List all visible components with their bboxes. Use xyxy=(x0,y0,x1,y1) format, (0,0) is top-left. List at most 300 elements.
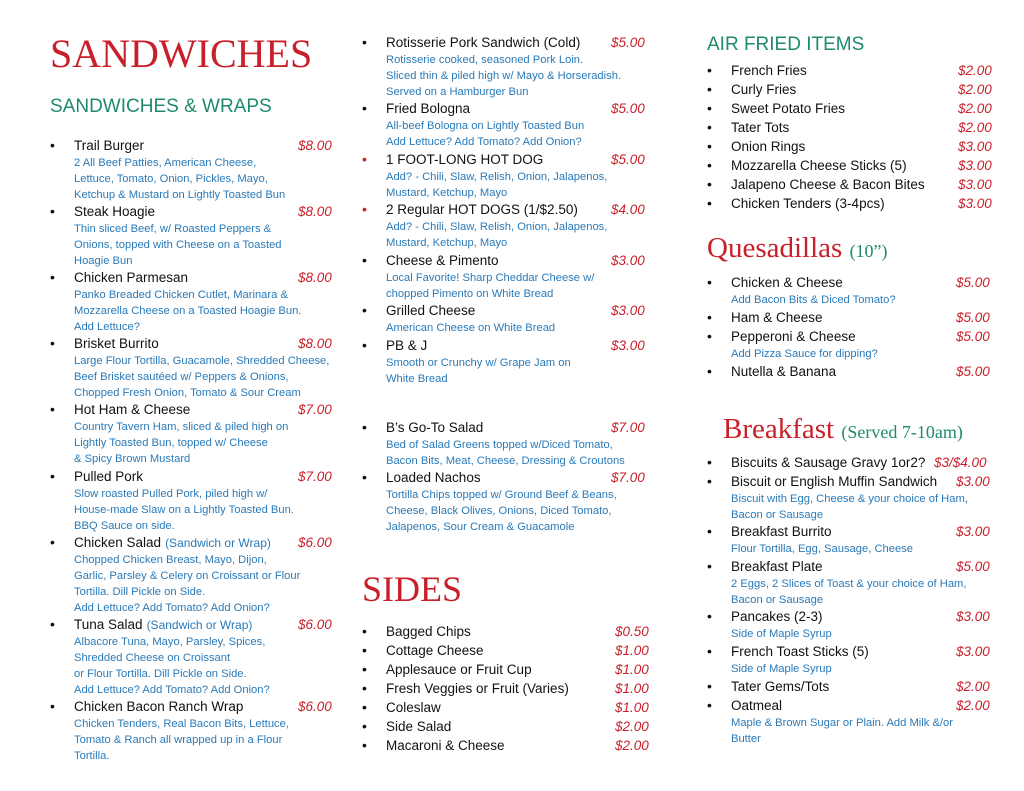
menu-item xyxy=(707,472,1007,523)
menu-item-row xyxy=(50,400,350,419)
bullet-icon: • xyxy=(362,252,367,268)
menu-item-name-text: Steak Hoagie xyxy=(74,204,156,219)
menu-item-price: $4.00 xyxy=(611,202,645,217)
menu-item-price: $5.00 xyxy=(956,310,990,325)
menu-item-name xyxy=(386,33,580,52)
description-line: Cheese, Black Olives, Onions, Diced Tomato, xyxy=(386,505,612,517)
menu-item-name xyxy=(731,80,796,99)
menu-item-row xyxy=(362,150,662,169)
menu-item-price: $1.00 xyxy=(615,700,649,715)
menu-item xyxy=(707,362,1007,381)
bullet-icon: • xyxy=(707,558,712,574)
description-line: Sliced thin & piled high w/ Mayo & Horseradish. xyxy=(386,70,622,82)
bullet-icon: • xyxy=(50,203,55,219)
menu-item-row xyxy=(707,362,1007,381)
menu-item-price: $2.00 xyxy=(615,719,649,734)
bullet-icon: • xyxy=(362,718,367,734)
menu-item-row xyxy=(50,615,350,634)
menu-item xyxy=(707,61,1007,80)
menu-item-description xyxy=(386,320,662,336)
description-line: Onions, topped with Cheese on a Toasted xyxy=(74,239,282,251)
menu-item-row xyxy=(707,557,1007,576)
menu-item-price: $6.00 xyxy=(298,535,332,550)
menu-item-name xyxy=(386,736,505,755)
menu-item-name xyxy=(731,118,789,137)
menu-item-name-text: Chicken Tenders (3-4pcs) xyxy=(731,196,885,211)
description-line: Lettuce, Tomato, Onion, Pickles, Mayo, xyxy=(74,173,268,185)
description-line: Slow roasted Pulled Pork, piled high w/ xyxy=(74,488,268,500)
menu-item-price: $3/$4.00 xyxy=(934,455,987,470)
menu-item-name xyxy=(386,660,532,679)
breakfast-title: Breakfast xyxy=(723,413,835,445)
menu-item xyxy=(362,717,662,736)
menu-item-row xyxy=(707,642,1007,661)
menu-item xyxy=(50,400,350,467)
menu-item-price: $3.00 xyxy=(956,644,990,659)
menu-item-price: $2.00 xyxy=(958,120,992,135)
breakfast-hours-note: (Served 7-10am) xyxy=(841,422,963,442)
description-line: Mozzarella Cheese on a Toasted Hoagie Bun. xyxy=(74,305,302,317)
menu-item-description xyxy=(731,661,1007,677)
menu-item-price: $8.00 xyxy=(298,336,332,351)
menu-item-row xyxy=(707,194,1007,213)
menu-item-price: $2.00 xyxy=(958,101,992,116)
menu-item-price: $8.00 xyxy=(298,270,332,285)
menu-item-description xyxy=(731,292,1007,308)
menu-item-name xyxy=(731,194,885,213)
description-line: Hoagie Bun xyxy=(74,255,133,267)
bullet-icon: • xyxy=(50,468,55,484)
description-line: Add Lettuce? xyxy=(74,321,140,333)
description-line: Local Favorite! Sharp Cheddar Cheese w/ xyxy=(386,272,595,284)
menu-item-row xyxy=(362,301,662,320)
bullet-icon: • xyxy=(707,523,712,539)
menu-item-price: $1.00 xyxy=(615,681,649,696)
menu-item-name-text: B’s Go-To Salad xyxy=(386,420,484,435)
menu-item-row xyxy=(362,200,662,219)
menu-item-price: $5.00 xyxy=(956,364,990,379)
menu-item xyxy=(50,334,350,401)
menu-item xyxy=(707,137,1007,156)
menu-item xyxy=(707,273,1007,308)
description-line: Add Lettuce? Add Tomato? Add Onion? xyxy=(386,136,582,148)
menu-item xyxy=(50,136,350,203)
menu-item-price: $2.00 xyxy=(958,63,992,78)
menu-item xyxy=(707,453,1007,472)
description-line: White Bread xyxy=(386,373,448,385)
bullet-icon: • xyxy=(50,137,55,153)
menu-item-name xyxy=(731,472,937,491)
quesadillas-size-note: (10”) xyxy=(849,241,888,261)
menu-item-name-text: 2 Regular HOT DOGS (1/$2.50) xyxy=(386,202,578,217)
menu-item-name-text: Curly Fries xyxy=(731,82,797,97)
description-line: Chopped Chicken Breast, Mayo, Dijon, xyxy=(74,554,267,566)
bullet-icon: • xyxy=(362,34,367,50)
menu-item-name xyxy=(731,362,836,381)
menu-item-name-text: Fried Bologna xyxy=(386,101,471,116)
description-line: Panko Breaded Chicken Cutlet, Marinara & xyxy=(74,289,288,301)
menu-item-name-text: Biscuit or English Muffin Sandwich xyxy=(731,474,938,489)
quesadillas-title: Quesadillas xyxy=(707,232,843,264)
menu-item-name-note: (Sandwich or Wrap) xyxy=(165,536,271,550)
bullet-icon: • xyxy=(707,643,712,659)
description-line: Add Lettuce? Add Tomato? Add Onion? xyxy=(74,684,270,696)
bullet-icon: • xyxy=(707,309,712,325)
menu-item-name-text: Sweet Potato Fries xyxy=(731,101,846,116)
description-line: 2 Eggs, 2 Slices of Toast & your choice of Ham, xyxy=(731,578,967,590)
menu-item-price: $2.00 xyxy=(615,738,649,753)
description-line: Bacon or Sausage xyxy=(731,509,824,521)
menu-item-name xyxy=(74,697,243,716)
description-line: Garlic, Parsley & Celery on Croissant or Flour xyxy=(74,570,301,582)
description-line: chopped Pimento on White Bread xyxy=(386,288,554,300)
menu-item-name-text: Oatmeal xyxy=(731,698,783,713)
bullet-icon: • xyxy=(707,363,712,379)
menu-item-name xyxy=(74,202,155,221)
menu-item-price: $3.00 xyxy=(956,474,990,489)
bullet-icon: • xyxy=(707,138,712,154)
menu-item xyxy=(50,697,350,764)
menu-item-name-text: Fresh Veggies or Fruit (Varies) xyxy=(386,681,569,696)
sandwiches-title: SANDWICHES xyxy=(50,31,313,76)
menu-item-description xyxy=(74,634,350,698)
bullet-icon: • xyxy=(362,469,367,485)
description-line: Add? - Chili, Slaw, Relish, Onion, Jalapenos, xyxy=(386,171,608,183)
menu-item xyxy=(362,301,662,336)
description-line: Add? - Chili, Slaw, Relish, Onion, Jalapenos, xyxy=(386,221,608,233)
menu-item-row xyxy=(362,717,662,736)
bullet-icon: • xyxy=(362,680,367,696)
bullet-icon: • xyxy=(707,454,712,470)
menu-item xyxy=(707,175,1007,194)
bullet-icon: • xyxy=(50,616,55,632)
menu-item-name-text: Chicken Bacon Ranch Wrap xyxy=(74,699,244,714)
menu-item-row xyxy=(707,472,1007,491)
bullet-icon: • xyxy=(362,699,367,715)
menu-item-description xyxy=(386,270,662,302)
menu-item-row xyxy=(50,467,350,486)
menu-item xyxy=(362,622,662,641)
menu-item xyxy=(362,251,662,302)
menu-item xyxy=(707,118,1007,137)
menu-item-price: $8.00 xyxy=(298,204,332,219)
menu-item-name xyxy=(731,175,925,194)
bullet-icon: • xyxy=(362,151,367,167)
menu-item-name xyxy=(386,251,499,270)
menu-item-price: $3.00 xyxy=(611,253,645,268)
menu-item-name-text: Bagged Chips xyxy=(386,624,471,639)
bullet-icon: • xyxy=(707,328,712,344)
menu-item xyxy=(50,202,350,269)
menu-item-row xyxy=(362,336,662,355)
menu-item-name-text: Cottage Cheese xyxy=(386,643,484,658)
menu-item-name xyxy=(74,400,190,419)
bullet-icon: • xyxy=(50,401,55,417)
menu-item-price: $2.00 xyxy=(956,698,990,713)
description-line: Large Flour Tortilla, Guacamole, Shredded Cheese, xyxy=(74,355,330,367)
menu-item-name xyxy=(731,327,856,346)
menu-item-name xyxy=(386,336,427,355)
menu-item xyxy=(707,642,1007,677)
description-line: or Flour Tortilla. Dill Pickle on Side. xyxy=(74,668,247,680)
menu-item-description xyxy=(74,552,350,616)
menu-item xyxy=(707,308,1007,327)
description-line: Chicken Tenders, Real Bacon Bits, Lettuce, xyxy=(74,718,289,730)
menu-item-row xyxy=(50,202,350,221)
menu-item-price: $7.00 xyxy=(611,470,645,485)
menu-item-name xyxy=(731,61,807,80)
menu-item-name-text: Cheese & Pimento xyxy=(386,253,499,268)
menu-item-name-text: Chicken Salad xyxy=(74,535,162,550)
menu-item-name-note: (Sandwich or Wrap) xyxy=(146,618,253,632)
menu-item-name-text: Grilled Cheese xyxy=(386,303,476,318)
menu-item-name xyxy=(386,717,451,736)
description-line: Tortilla. Dill Pickle on Side. xyxy=(74,586,206,598)
description-line: Chopped Fresh Onion, Tomato & Sour Cream xyxy=(74,387,301,399)
description-line: Jalapenos, Sour Cream & Guacamole xyxy=(386,521,575,533)
menu-item-row xyxy=(50,533,350,552)
menu-item-name xyxy=(386,150,543,169)
menu-item-name-text: Ham & Cheese xyxy=(731,310,823,325)
menu-item-name xyxy=(74,268,188,287)
menu-item-price: $3.00 xyxy=(611,303,645,318)
menu-item-row xyxy=(362,698,662,717)
menu-item-name xyxy=(731,273,843,292)
menu-item-name-text: Mozzarella Cheese Sticks (5) xyxy=(731,158,907,173)
menu-item-name xyxy=(386,679,569,698)
bullet-icon: • xyxy=(362,337,367,353)
menu-item-price: $3.00 xyxy=(956,524,990,539)
menu-item-row xyxy=(707,156,1007,175)
menu-item-name xyxy=(386,622,471,641)
menu-item xyxy=(707,80,1007,99)
menu-item-name xyxy=(731,156,907,175)
description-line: Shredded Cheese on Croissant xyxy=(74,652,231,664)
bullet-icon: • xyxy=(362,201,367,217)
menu-item-name-text: French Fries xyxy=(731,63,807,78)
description-line: Thin sliced Beef, w/ Roasted Peppers & xyxy=(74,223,272,235)
menu-item-row xyxy=(707,118,1007,137)
menu-item-price: $6.00 xyxy=(298,617,332,632)
description-line: Maple & Brown Sugar or Plain. Add Milk &/or xyxy=(731,717,953,729)
menu-item-description xyxy=(731,541,1007,557)
description-line: Bacon or Sausage xyxy=(731,594,824,606)
menu-item xyxy=(362,660,662,679)
menu-item-description xyxy=(386,487,662,535)
menu-item-description xyxy=(386,52,662,100)
menu-item-description xyxy=(74,221,350,269)
description-line: American Cheese on White Bread xyxy=(386,322,556,334)
menu-item-row xyxy=(50,334,350,353)
menu-item-row xyxy=(362,622,662,641)
description-line: Add Lettuce? Add Tomato? Add Onion? xyxy=(74,602,270,614)
menu-item-name xyxy=(731,522,832,541)
sides-title: SIDES xyxy=(362,569,463,609)
menu-item-description xyxy=(386,118,662,150)
sandwiches-wraps-subtitle: SANDWICHES & WRAPS xyxy=(50,96,272,117)
menu-item-price: $1.00 xyxy=(615,643,649,658)
menu-item-description xyxy=(731,346,1007,362)
menu-item-row xyxy=(362,660,662,679)
bullet-icon: • xyxy=(362,642,367,658)
menu-item-description xyxy=(731,491,1007,523)
bullet-icon: • xyxy=(707,119,712,135)
bullet-icon: • xyxy=(707,678,712,694)
menu-item-price: $5.00 xyxy=(956,275,990,290)
menu-item xyxy=(362,33,662,100)
menu-item-name-text: Tater Gems/Tots xyxy=(731,679,830,694)
menu-item xyxy=(707,194,1007,213)
menu-item-description xyxy=(74,353,350,401)
description-line: Butter xyxy=(731,733,761,745)
menu-item-name-text: Nutella & Banana xyxy=(731,364,837,379)
menu-item-name-text: Breakfast Plate xyxy=(731,559,823,574)
description-line: House-made Slaw on a Lightly Toasted Bun. xyxy=(74,504,294,516)
menu-item-price: $2.00 xyxy=(958,82,992,97)
menu-item-row xyxy=(707,61,1007,80)
menu-item-name-text: Chicken Parmesan xyxy=(74,270,189,285)
menu-item-price: $3.00 xyxy=(956,609,990,624)
menu-item-price: $6.00 xyxy=(298,699,332,714)
menu-item-price: $7.00 xyxy=(611,420,645,435)
air-fried-title: AIR FRIED ITEMS xyxy=(707,34,865,55)
description-line: Served on a Hamburger Bun xyxy=(386,86,529,98)
menu-item xyxy=(362,418,662,469)
menu-item-price: $5.00 xyxy=(956,559,990,574)
menu-item-name-text: Macaroni & Cheese xyxy=(386,738,505,753)
menu-item-price: $3.00 xyxy=(611,338,645,353)
menu-item-price: $3.00 xyxy=(958,139,992,154)
menu-item-description xyxy=(386,219,662,251)
menu-item-price: $3.00 xyxy=(958,158,992,173)
description-line: Tortilla Chips topped w/ Ground Beef & Beans, xyxy=(386,489,617,501)
menu-item xyxy=(362,698,662,717)
menu-item-row xyxy=(362,251,662,270)
menu-item-name xyxy=(74,467,143,486)
bullet-icon: • xyxy=(362,100,367,116)
menu-item-row xyxy=(362,418,662,437)
menu-item-name-text: Side Salad xyxy=(386,719,452,734)
menu-item xyxy=(362,336,662,387)
menu-item-description xyxy=(74,155,350,203)
menu-item-description xyxy=(74,716,350,764)
menu-item-price: $5.00 xyxy=(611,35,645,50)
menu-item-name xyxy=(74,615,252,635)
menu-item-name-text: Applesauce or Fruit Cup xyxy=(386,662,532,677)
menu-item-name-text: Coleslaw xyxy=(386,700,441,715)
menu-item-price: $5.00 xyxy=(611,101,645,116)
menu-item-row xyxy=(707,453,1007,472)
menu-item-name-text: Trail Burger xyxy=(74,138,145,153)
description-line: Beef Brisket sautéed w/ Peppers & Onions, xyxy=(74,371,289,383)
menu-item-name-text: Chicken & Cheese xyxy=(731,275,843,290)
menu-item-name xyxy=(386,418,483,437)
menu-item xyxy=(707,327,1007,362)
menu-item xyxy=(50,467,350,534)
description-line: Mustard, Ketchup, Mayo xyxy=(386,237,508,249)
menu-item-name-text: Loaded Nachos xyxy=(386,470,481,485)
description-line: Albacore Tuna, Mayo, Parsley, Spices, xyxy=(74,636,266,648)
menu-item-name-text: Breakfast Burrito xyxy=(731,524,832,539)
menu-item-row xyxy=(362,641,662,660)
menu-item-name xyxy=(731,677,829,696)
description-line: All-beef Bologna on Lightly Toasted Bun xyxy=(386,120,585,132)
menu-item-row xyxy=(707,137,1007,156)
menu-item-row xyxy=(707,327,1007,346)
bullet-icon: • xyxy=(362,623,367,639)
menu-item-description xyxy=(386,437,662,469)
menu-item-name-text: Hot Ham & Cheese xyxy=(74,402,191,417)
menu-item xyxy=(707,696,1007,747)
menu-item xyxy=(707,677,1007,696)
menu-item-row xyxy=(50,136,350,155)
menu-item xyxy=(707,557,1007,608)
bullet-icon: • xyxy=(707,697,712,713)
menu-item-description xyxy=(74,486,350,534)
menu-item-row xyxy=(707,99,1007,118)
bullet-icon: • xyxy=(707,195,712,211)
menu-item-price: $7.00 xyxy=(298,402,332,417)
menu-item xyxy=(362,641,662,660)
menu-item-row xyxy=(50,268,350,287)
menu-item-name-text: Biscuits & Sausage Gravy 1or2? xyxy=(731,455,926,470)
description-line: Add Bacon Bits & Diced Tomato? xyxy=(731,294,896,306)
bullet-icon: • xyxy=(707,176,712,192)
menu-item-price: $7.00 xyxy=(298,469,332,484)
menu-item-name xyxy=(731,557,823,576)
menu-item-name xyxy=(731,696,782,715)
menu-item-price: $5.00 xyxy=(956,329,990,344)
menu-item-row xyxy=(707,80,1007,99)
description-line: Flour Tortilla, Egg, Sausage, Cheese xyxy=(731,543,914,555)
menu-item-name xyxy=(731,453,925,472)
menu-item-name-text: 1 FOOT-LONG HOT DOG xyxy=(386,152,544,167)
menu-item-row xyxy=(707,696,1007,715)
description-line: Tomato & Ranch all wrapped up in a Flour xyxy=(74,734,283,746)
breakfast-heading xyxy=(723,413,963,446)
menu-item-row xyxy=(707,677,1007,696)
menu-item-name xyxy=(731,607,823,626)
bullet-icon: • xyxy=(707,157,712,173)
menu-item-name xyxy=(74,136,144,155)
menu-item-name xyxy=(731,99,845,118)
description-line: Bacon Bits, Meat, Cheese, Dressing & Croutons xyxy=(386,455,625,467)
bullet-icon: • xyxy=(707,100,712,116)
menu-item-name xyxy=(386,301,475,320)
bullet-icon: • xyxy=(707,62,712,78)
menu-item-name xyxy=(386,468,481,487)
menu-item-description xyxy=(74,419,350,467)
menu-item xyxy=(362,150,662,201)
menu-item-row xyxy=(50,697,350,716)
menu-item-name-text: Onion Rings xyxy=(731,139,806,154)
menu-item xyxy=(50,533,350,616)
menu-item-description xyxy=(731,715,1007,747)
menu-item-name-text: Pancakes (2-3) xyxy=(731,609,823,624)
bullet-icon: • xyxy=(50,698,55,714)
menu-item-description xyxy=(731,626,1007,642)
menu-item-name xyxy=(386,200,578,219)
menu-item-price: $1.00 xyxy=(615,662,649,677)
description-line: Biscuit with Egg, Cheese & your choice of Ham, xyxy=(731,493,968,505)
menu-item-row xyxy=(707,607,1007,626)
menu-item-row xyxy=(362,736,662,755)
bullet-icon: • xyxy=(707,608,712,624)
menu-item-row xyxy=(707,308,1007,327)
menu-item-name-text: PB & J xyxy=(386,338,428,353)
bullet-icon: • xyxy=(50,335,55,351)
menu-item-price: $0.50 xyxy=(615,624,649,639)
